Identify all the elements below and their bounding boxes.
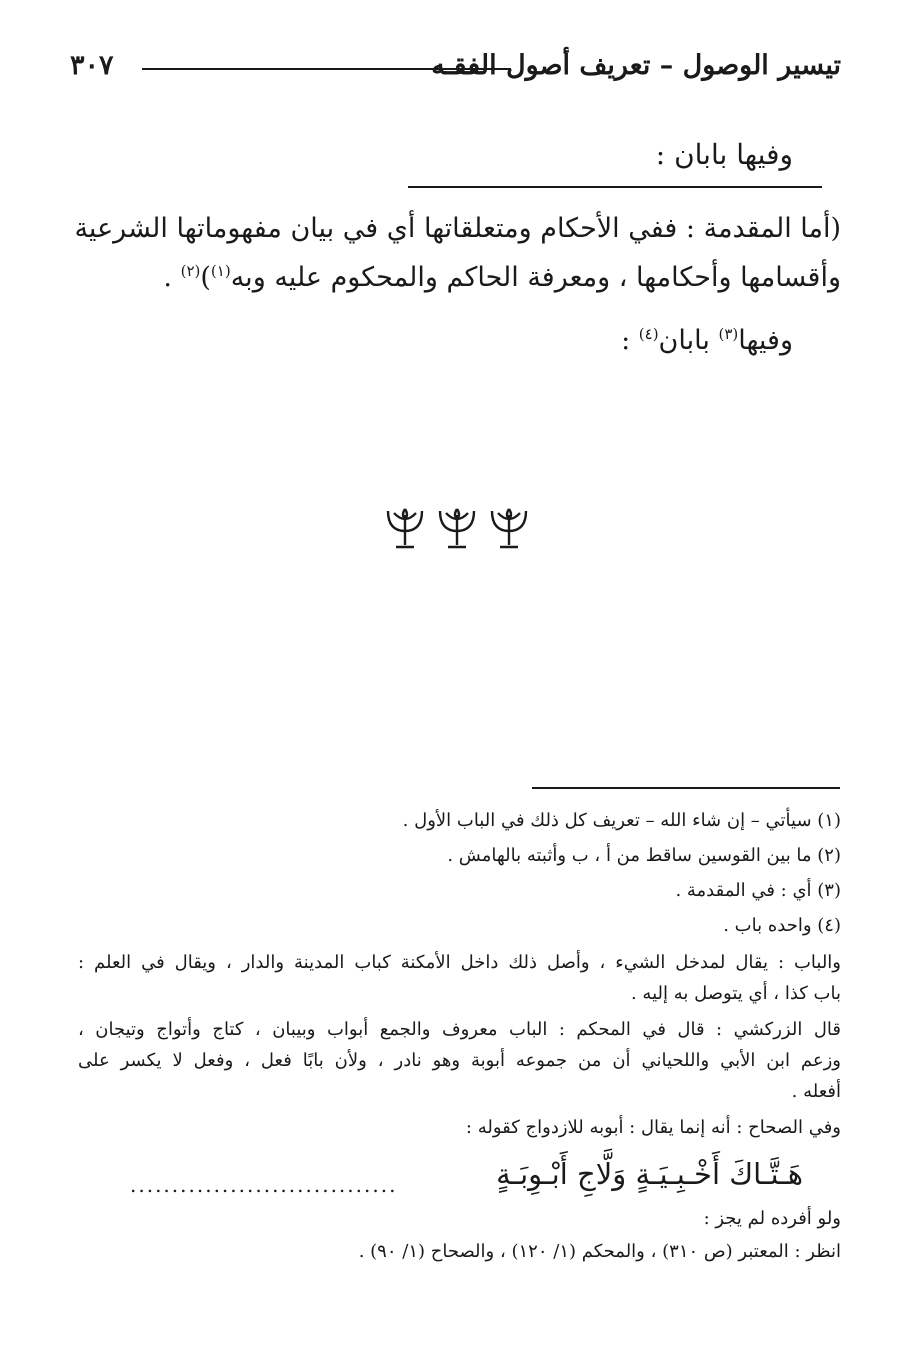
footnote-rule [532, 787, 840, 789]
footnote-ref-2: (٢) [180, 262, 201, 280]
footnote-4-para1-line1: والباب : يقال لمدخل الشيء ، وأصل ذلك داخل الأمكنة كباب المدينة والدار ، ويقال في العلم : [78, 952, 841, 973]
body-line-3-a: وفيها [738, 325, 793, 356]
footnote-4-para2-line2: وزعم ابن الأبي واللحياني أن من جموعه أبوبة وهو نادر ، ولأن بابًا فعل ، وفعل لا يكسر على [78, 1050, 841, 1071]
section-rule [408, 186, 822, 188]
body-line-2 [78, 262, 841, 293]
header-title: تيسير الوصول – تعريف أصول الفقـه [431, 50, 841, 81]
footnote-4-para4-line1: ولو أفرده لم يجز : [703, 1208, 841, 1229]
footnote-4: (٤) واحده باب . [723, 915, 841, 936]
footnote-4-para3-line1: وفي الصحاح : أنه إنما يقال : أبوبه للازدواج كقوله : [465, 1117, 841, 1138]
poem-verse [130, 1157, 803, 1207]
poem-dots: ................................ [130, 1173, 398, 1197]
poem-text: هَـتَّـاكَ أَخْـبِـيَـةٍ وَلَّاجِ أَبْـوِبَـةٍ [496, 1157, 803, 1191]
footnote-ref-3: (٣) [718, 325, 739, 343]
footnote-4-references: انظر : المعتبر (ص ٣١٠) ، والمحكم (١/ ١٢٠) ، والصحاح (١/ ٩٠) . [358, 1241, 841, 1262]
footnote-4-para2-line1: قال الزركشي : قال في المحكم : الباب معروف والجمع أبواب وبيبان ، كتاج وأتواج وتيجان ، [78, 1019, 841, 1040]
footnote-4-para1-line2: باب كذا ، أي يتوصل به إليه . [630, 983, 841, 1004]
running-header [70, 50, 841, 94]
body-line-2-end: . [163, 262, 181, 293]
footnote-1: (١) سيأتي – إن شاء الله – تعريف كل ذلك في الباب الأول . [402, 810, 841, 831]
footnote-4-para2-line3: أفعله . [791, 1081, 841, 1102]
body-line-1: (أما المقدمة : ففي الأحكام ومتعلقاتها أي في بيان مفهوماتها الشرعية [74, 213, 841, 244]
footnote-ref-4: (٤) [638, 325, 659, 343]
page-number: ٣٠٧ [70, 50, 114, 81]
footnote-2: (٢) ما بين القوسين ساقط من أ ، ب وأثبته بالهامش . [447, 845, 841, 866]
closing-paren: ) [200, 262, 211, 293]
body-line-3 [621, 325, 793, 356]
body-line-3-b: بابان [658, 325, 719, 356]
section-title: وفيها بابان : [655, 138, 793, 171]
header-rule [142, 68, 511, 70]
footnote-3: (٣) أي : في المقدمة . [675, 880, 841, 901]
footnote-ref-1: (١) [210, 262, 231, 280]
ornament-icon [382, 505, 532, 553]
body-line-3-c: : [621, 325, 639, 356]
body-line-2-text: وأقسامها وأحكامها ، ومعرفة الحاكم والمحكوم عليه وبه [230, 262, 841, 293]
